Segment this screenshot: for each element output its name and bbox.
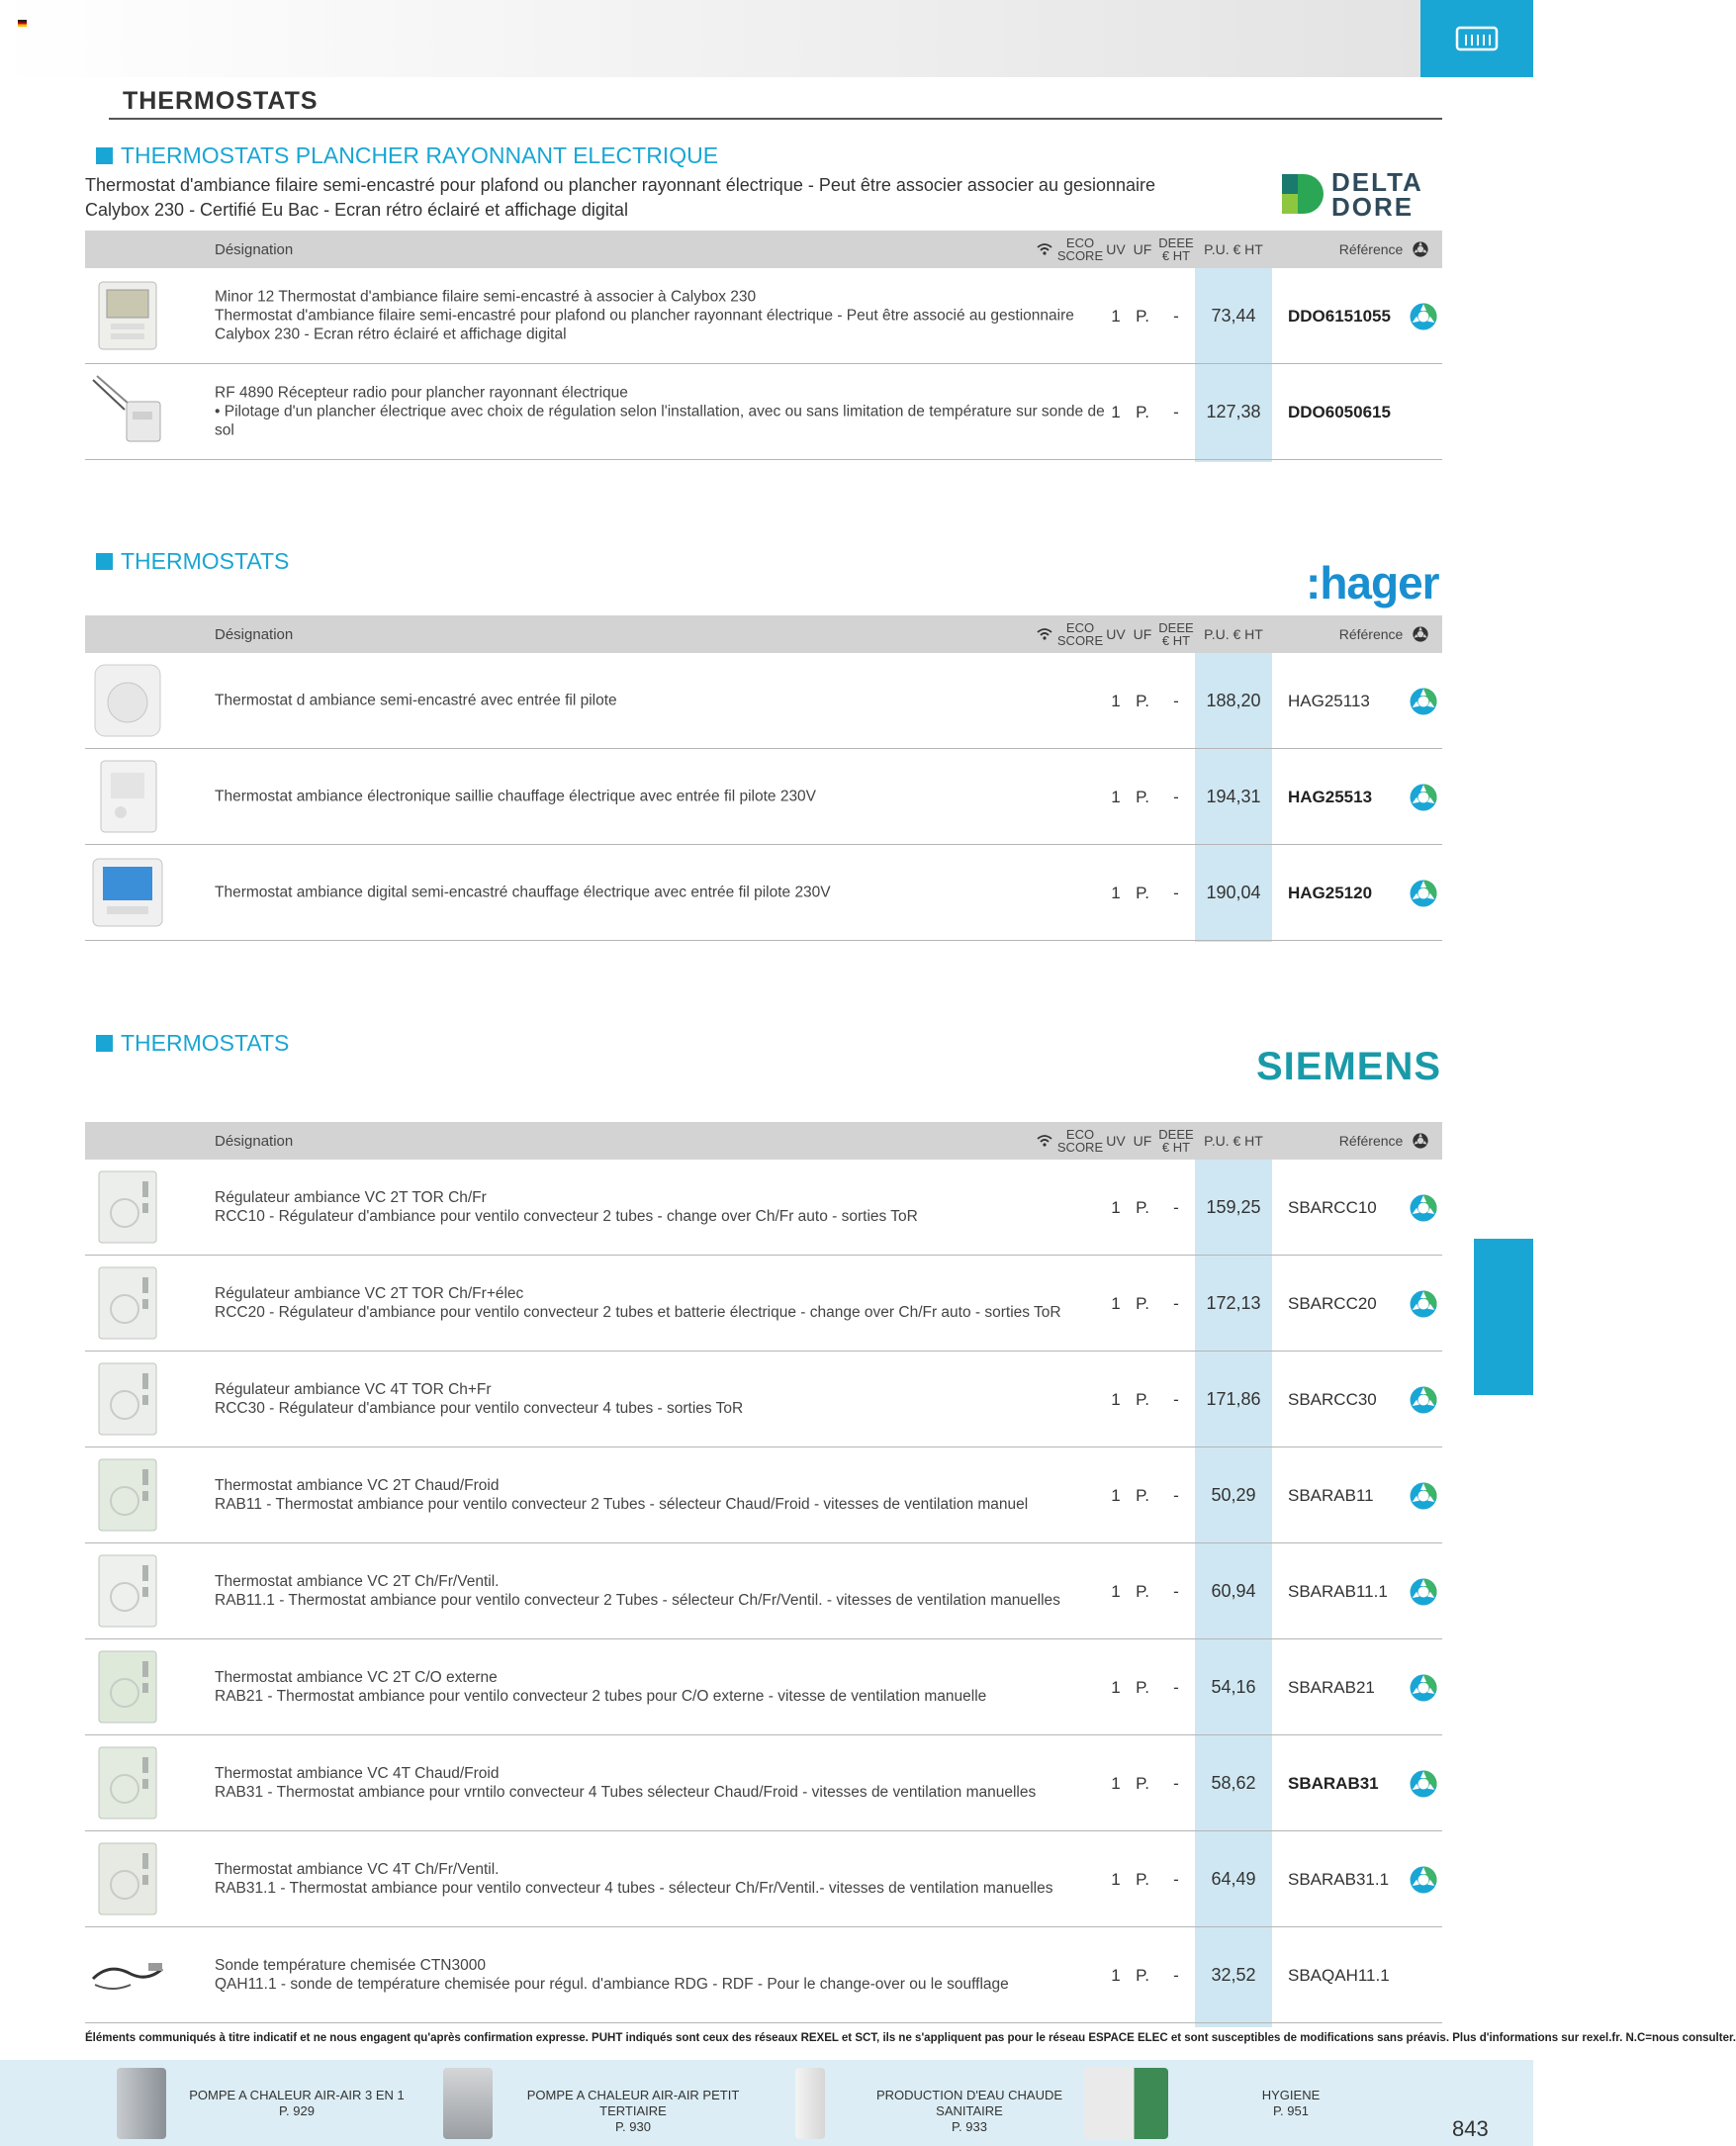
- row-designation: Thermostat ambiance VC 2T Ch/Fr/Ventil. RAB11.1 - Thermostat ambiance pour ventilo convecteur 2 Tubes - sélecteur Ch/Fr/Ventil. - vitesses de ventilation manuelles: [215, 1573, 1060, 1609]
- recycle-header-icon: [1401, 1122, 1440, 1160]
- row-price: 159,25: [1206, 1197, 1261, 1217]
- row-designation: Thermostat ambiance VC 2T C/O externe RAB21 - Thermostat ambiance pour ventilo convecteur 2 tubes pour C/O externe - vitesse de ventilation manuelle: [215, 1669, 987, 1705]
- row-uv: 1: [1111, 883, 1121, 902]
- row-price: 127,38: [1206, 402, 1261, 421]
- row-designation: Sonde température chemisée CTN3000 QAH11.1 - sonde de température chemisée pour régul. d'ambiance RDG - RDF - Pour le change-over ou le soufflage: [215, 1957, 1009, 1993]
- row-reference[interactable]: HAG25513: [1288, 787, 1373, 806]
- row-designation: Thermostat ambiance VC 4T Chaud/Froid RAB31 - Thermostat ambiance pour vrntilo convecteur 4 Tubes sélecteur Chaud/Froid - vitesses de ventilation manuelles: [215, 1765, 1037, 1801]
- row-uf: P.: [1136, 1677, 1149, 1697]
- row-deee: -: [1173, 1677, 1179, 1697]
- footer-link-pac-3en1[interactable]: [109, 2060, 406, 2146]
- brand-text-line1: DELTA: [1331, 167, 1423, 197]
- row-reference[interactable]: HAG25120: [1288, 883, 1373, 902]
- row-uv: 1: [1111, 1293, 1121, 1313]
- row-deee: -: [1173, 1485, 1179, 1505]
- table-row[interactable]: [85, 268, 1442, 364]
- col-deee: DEEE € HT: [1158, 620, 1194, 648]
- row-deee: -: [1173, 787, 1179, 806]
- row-uv: 1: [1111, 1581, 1121, 1601]
- row-deee: -: [1173, 1773, 1179, 1793]
- row-designation: Thermostat ambiance VC 2T Chaud/Froid RAB11 - Thermostat ambiance pour ventilo convecteur 2 Tubes - sélecteur Chaud/Froid - vitesses de ventilation manuel: [215, 1477, 1029, 1513]
- row-uf: P.: [1136, 1773, 1149, 1793]
- product-image-thermostat: [89, 1167, 166, 1247]
- row-uv: 1: [1111, 787, 1121, 806]
- row-price: 171,86: [1206, 1389, 1261, 1409]
- col-pu: P.U. € HT: [1204, 240, 1263, 257]
- row-uf: P.: [1136, 1197, 1149, 1217]
- product-image-thermostat: [89, 661, 166, 740]
- brand-text-line2: DORE: [1331, 192, 1415, 222]
- row-deee: -: [1173, 306, 1179, 326]
- recycle-icon: [1405, 653, 1442, 749]
- table-row[interactable]: [85, 1160, 1442, 1256]
- row-designation: Thermostat ambiance électronique saillie chauffage électrique avec entrée fil pilote 230V: [215, 788, 817, 805]
- row-uv: 1: [1111, 1869, 1121, 1889]
- col-uf: UF: [1133, 625, 1152, 642]
- row-reference[interactable]: SBARCC10: [1288, 1197, 1377, 1217]
- col-reference: Référence: [1338, 240, 1404, 257]
- row-deee: -: [1173, 1389, 1179, 1409]
- recycle-icon: [1405, 1831, 1442, 1927]
- col-reference: Référence: [1338, 1132, 1404, 1149]
- row-deee: -: [1173, 691, 1179, 710]
- footer-label: HYGIENE: [1261, 2088, 1321, 2102]
- footer-page: P. 951: [1273, 2103, 1309, 2118]
- chapter-side-tab[interactable]: [1474, 1239, 1533, 1395]
- row-reference[interactable]: SBARAB31.1: [1288, 1869, 1390, 1889]
- footer-link-eau-chaude[interactable]: [781, 2060, 1078, 2146]
- footer-image: [117, 2068, 166, 2139]
- row-uf: P.: [1136, 691, 1149, 710]
- recycle-icon: [1405, 749, 1442, 845]
- recycle-icon: [1405, 1639, 1442, 1735]
- row-reference[interactable]: HAG25113: [1288, 691, 1370, 710]
- product-image-thermostat: [89, 1455, 166, 1535]
- row-reference[interactable]: SBAQAH11.1: [1288, 1965, 1390, 1985]
- row-uf: P.: [1136, 787, 1149, 806]
- radiator-icon: [1455, 24, 1499, 53]
- recycle-icon: [1405, 1160, 1442, 1256]
- flag-icon: [18, 20, 27, 27]
- table-row[interactable]: [85, 1352, 1442, 1447]
- row-reference[interactable]: DDO6151055: [1288, 306, 1391, 326]
- recycle-icon: [1405, 1735, 1442, 1831]
- brand-logo-siemens: SIEMENS: [1256, 1045, 1442, 1088]
- product-image-probe: [89, 1935, 166, 2014]
- row-deee: -: [1173, 1965, 1179, 1985]
- row-reference[interactable]: DDO6050615: [1288, 402, 1391, 421]
- section-title: [96, 1030, 289, 1057]
- catalog-tab[interactable]: [1420, 0, 1533, 77]
- section-title: [96, 548, 289, 575]
- row-deee: -: [1173, 1869, 1179, 1889]
- brand-logo-hager: :hager: [1306, 557, 1439, 608]
- row-uv: 1: [1111, 402, 1121, 421]
- table-row[interactable]: [85, 1543, 1442, 1639]
- row-price: 32,52: [1211, 1965, 1256, 1985]
- table-row[interactable]: [85, 364, 1442, 460]
- page-title: THERMOSTATS: [123, 87, 319, 115]
- recycle-icon: [1405, 268, 1442, 364]
- product-image-thermostat: [89, 276, 166, 355]
- row-designation: Régulateur ambiance VC 4T TOR Ch+Fr RCC30 - Régulateur d'ambiance pour ventilo convecteur 4 tubes - sorties ToR: [215, 1381, 744, 1417]
- footer-link-pac-tertiaire[interactable]: [435, 2060, 752, 2146]
- row-deee: -: [1173, 1581, 1179, 1601]
- row-price: 64,49: [1211, 1869, 1256, 1889]
- brand-logo-delta-dore: [1280, 167, 1444, 222]
- row-designation: RF 4890 Récepteur radio pour plancher rayonnant électrique • Pilotage d'un plancher électrique avec choix de régulation selon l'installation, avec ou sans limitation de température sur sonde de sol: [215, 384, 1105, 439]
- section-description: Thermostat d'ambiance filaire semi-encastré pour plafond ou plancher rayonnant électrique - Peut être associer associer au gesionnaire Calybox 230 - Certifié Eu Bac - Ecran rétro éclairé et affichage digital: [85, 175, 1156, 220]
- section-title-text: THERMOSTATS: [121, 548, 290, 574]
- col-designation: Désignation: [215, 240, 294, 258]
- col-uf: UF: [1133, 1132, 1152, 1149]
- row-uv: 1: [1111, 1773, 1121, 1793]
- col-pu: P.U. € HT: [1204, 625, 1263, 642]
- col-deee: DEEE € HT: [1158, 235, 1194, 263]
- product-image-thermostat: [89, 1743, 166, 1822]
- row-reference[interactable]: SBARCC30: [1288, 1389, 1377, 1409]
- section-title-text: THERMOSTATS: [121, 1030, 290, 1056]
- title-divider: [109, 118, 1442, 120]
- table-header: [85, 615, 1442, 653]
- table-row[interactable]: [85, 1639, 1442, 1735]
- col-uv: UV: [1106, 1132, 1126, 1149]
- product-image-thermostat: [89, 757, 166, 836]
- row-designation: Thermostat ambiance digital semi-encastré chauffage électrique avec entrée fil pilote 230V: [215, 884, 831, 901]
- row-uf: P.: [1136, 402, 1149, 421]
- row-uf: P.: [1136, 883, 1149, 902]
- page-number: 843: [1452, 2116, 1489, 2141]
- row-uf: P.: [1136, 1869, 1149, 1889]
- footer-image: [443, 2068, 493, 2139]
- row-reference[interactable]: SBARCC20: [1288, 1293, 1377, 1313]
- footer-image: [795, 2068, 825, 2139]
- row-uf: P.: [1136, 1389, 1149, 1409]
- row-designation: Régulateur ambiance VC 2T TOR Ch/Fr+élec RCC20 - Régulateur d'ambiance pour ventilo convecteur 2 tubes et batterie électrique - change over Ch/Fr auto - sorties ToR: [215, 1285, 1061, 1321]
- section-square-icon: [96, 1035, 113, 1052]
- row-uv: 1: [1111, 306, 1121, 326]
- col-reference: Référence: [1338, 625, 1404, 642]
- row-deee: -: [1173, 1197, 1179, 1217]
- recycle-header-icon: [1401, 231, 1440, 268]
- section-square-icon: [96, 553, 113, 570]
- row-uf: P.: [1136, 1965, 1149, 1985]
- col-uf: UF: [1133, 240, 1152, 257]
- footer-link-hygiene[interactable]: [1083, 2060, 1419, 2146]
- footer-nav: [0, 2060, 1533, 2146]
- table-row[interactable]: [85, 653, 1442, 749]
- row-price: 73,44: [1211, 306, 1256, 326]
- row-uf: P.: [1136, 306, 1149, 326]
- wifi-icon: [1033, 615, 1056, 653]
- recycle-icon: [1405, 845, 1442, 941]
- recycle-header-icon: [1401, 615, 1440, 653]
- col-designation: Désignation: [215, 625, 294, 643]
- table-row[interactable]: [85, 1447, 1442, 1543]
- row-deee: -: [1173, 1293, 1179, 1313]
- table-row[interactable]: [85, 1256, 1442, 1352]
- table-row[interactable]: [85, 1735, 1442, 1831]
- product-image-thermostat: [89, 1263, 166, 1343]
- section-square-icon: [96, 147, 113, 164]
- recycle-icon: [1405, 1543, 1442, 1639]
- row-price: 60,94: [1211, 1581, 1256, 1601]
- footer-label: PRODUCTION D'EAU CHAUDE SANITAIRE: [875, 2088, 1063, 2118]
- row-uv: 1: [1111, 1389, 1121, 1409]
- row-price: 50,29: [1211, 1485, 1256, 1505]
- row-uv: 1: [1111, 1677, 1121, 1697]
- table-row[interactable]: [85, 845, 1442, 941]
- col-eco-score: ECO SCORE: [1056, 1127, 1104, 1155]
- row-uf: P.: [1136, 1485, 1149, 1505]
- row-price: 194,31: [1206, 787, 1261, 806]
- col-eco-score: ECO SCORE: [1056, 620, 1104, 648]
- row-price: 58,62: [1211, 1773, 1256, 1793]
- product-image-digital-thermostat: [89, 853, 166, 932]
- table-row[interactable]: [85, 1927, 1442, 2023]
- row-deee: -: [1173, 883, 1179, 902]
- table-header: [85, 231, 1442, 268]
- footer-label: POMPE A CHALEUR AIR-AIR 3 EN 1: [189, 2088, 405, 2102]
- col-eco-score: ECO SCORE: [1056, 235, 1104, 263]
- recycle-icon: [1405, 1256, 1442, 1352]
- col-uv: UV: [1106, 625, 1126, 642]
- col-uv: UV: [1106, 240, 1126, 257]
- product-image-receiver: [89, 372, 166, 451]
- footer-label: POMPE A CHALEUR AIR-AIR PETIT TERTIAIRE: [526, 2088, 740, 2118]
- col-deee: DEEE € HT: [1158, 1127, 1194, 1155]
- row-price: 190,04: [1206, 883, 1261, 902]
- disclaimer-text: Éléments communiqués à titre indicatif et ne nous engagent qu'après confirmation expresse. PUHT indiqués sont ceux des réseaux REXEL et SCT, ils ne s'appliquent pas pour le réseau ESPACE ELEC et sont susceptibles de modifications sans préavis. Plus d'informations sur rexel.fr. N.C=nous consulter.: [85, 2032, 1736, 2044]
- row-uf: P.: [1136, 1293, 1149, 1313]
- row-uv: 1: [1111, 1197, 1121, 1217]
- row-reference[interactable]: SBARAB31: [1288, 1773, 1379, 1793]
- col-designation: Désignation: [215, 1132, 294, 1150]
- section-title: [96, 142, 718, 169]
- product-image-thermostat: [89, 1551, 166, 1631]
- row-price: 54,16: [1211, 1677, 1256, 1697]
- row-uv: 1: [1111, 1965, 1121, 1985]
- top-band: [0, 0, 1420, 77]
- row-uf: P.: [1136, 1581, 1149, 1601]
- footer-image: [1083, 2068, 1168, 2139]
- row-uv: 1: [1111, 691, 1121, 710]
- wifi-icon: [1033, 1122, 1056, 1160]
- product-image-thermostat: [89, 1839, 166, 1918]
- recycle-icon: [1405, 1447, 1442, 1543]
- delta-dore-mark-icon: [1280, 172, 1324, 216]
- row-designation: Minor 12 Thermostat d'ambiance filaire semi-encastré à associer à Calybox 230 Thermostat d'ambiance filaire semi-encastré pour plafond ou plancher rayonnant électrique - Peut être associé au gestionnaire Calybox 230 - Ecran rétro éclairé et affichage digital: [215, 288, 1074, 343]
- row-designation: Thermostat d ambiance semi-encastré avec entrée fil pilote: [215, 692, 617, 709]
- table-row[interactable]: [85, 1831, 1442, 1927]
- footer-page: P. 930: [615, 2119, 651, 2134]
- row-price: 188,20: [1206, 691, 1261, 710]
- footer-page: P. 929: [279, 2103, 315, 2118]
- product-image-thermostat: [89, 1647, 166, 1726]
- row-price: 172,13: [1206, 1293, 1261, 1313]
- product-image-thermostat: [89, 1359, 166, 1439]
- row-uv: 1: [1111, 1485, 1121, 1505]
- footer-page: P. 933: [952, 2119, 987, 2134]
- row-designation: Thermostat ambiance VC 4T Ch/Fr/Ventil. RAB31.1 - Thermostat ambiance pour ventilo convecteur 4 tubes - sélecteur Ch/Fr/Ventil.- vitesses de ventilation manuelles: [215, 1861, 1053, 1897]
- row-reference[interactable]: SBARAB21: [1288, 1677, 1375, 1697]
- wifi-icon: [1033, 231, 1056, 268]
- recycle-icon: [1405, 1352, 1442, 1447]
- row-reference[interactable]: SBARAB11: [1288, 1485, 1374, 1505]
- section-title-text: THERMOSTATS PLANCHER RAYONNANT ELECTRIQUE: [121, 142, 719, 168]
- table-row[interactable]: [85, 749, 1442, 845]
- row-reference[interactable]: SBARAB11.1: [1288, 1581, 1388, 1601]
- row-deee: -: [1173, 402, 1179, 421]
- col-pu: P.U. € HT: [1204, 1132, 1263, 1149]
- row-designation: Régulateur ambiance VC 2T TOR Ch/Fr RCC10 - Régulateur d'ambiance pour ventilo convecteur 2 tubes - change over Ch/Fr auto - sorties ToR: [215, 1189, 918, 1225]
- table-header: [85, 1122, 1442, 1160]
